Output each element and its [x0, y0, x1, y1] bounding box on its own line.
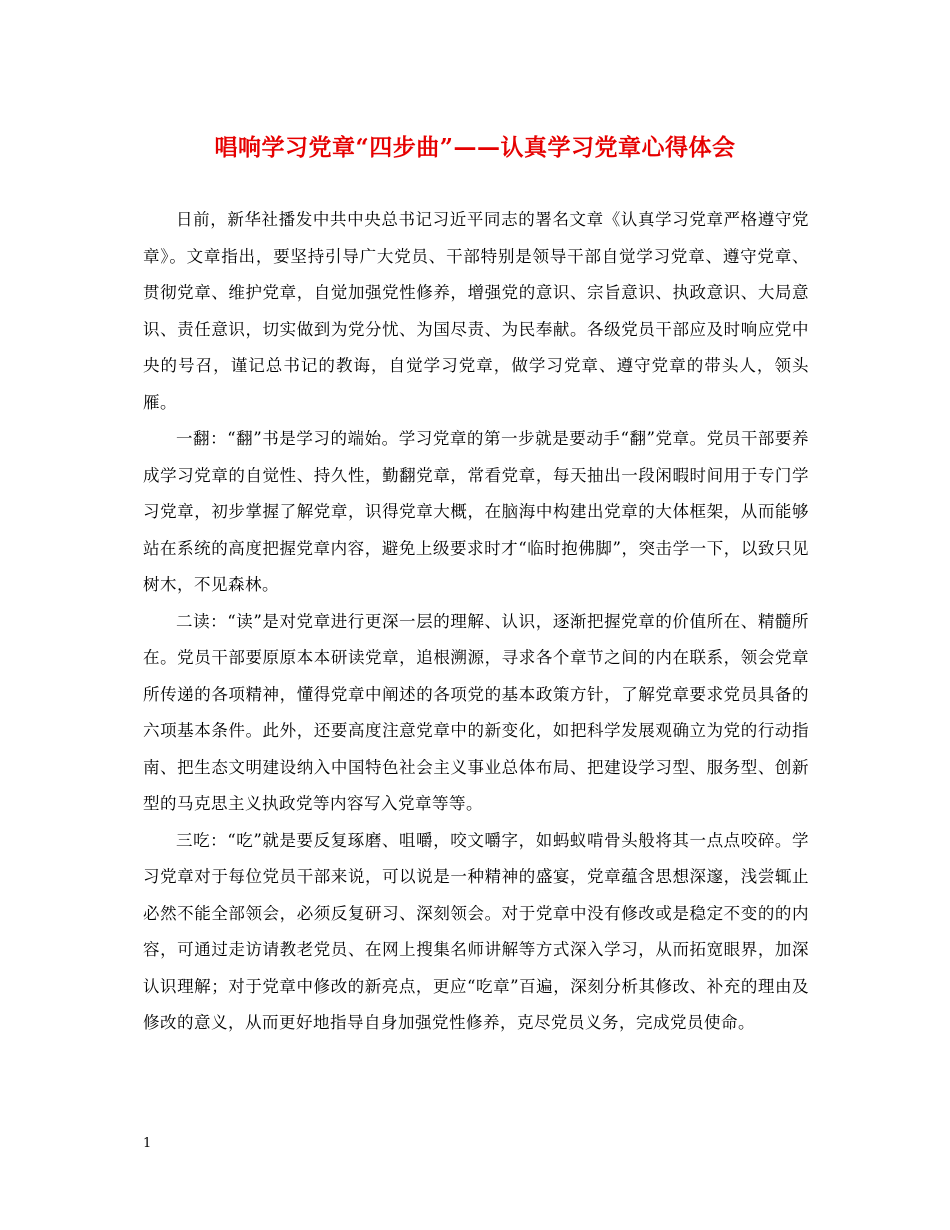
page-number: 1	[143, 1136, 152, 1151]
paragraph-step-three-chi: 三吃：“吃”就是要反复琢磨、咀嚼，咬文嚼字，如蚂蚁啃骨头般将其一点点咬碎。学习党章对于每位党员干部来说，可以说是一种精神的盛宴，党章蕴含思想深邃，浅尝辄止必然不能全部领会，必须反复研习、深刻领会。对于党章中没有修改或是稳定不变的的内容，可通过走访请教老党员、在网上搜集名师讲解等方式深入学习，从而拓宽眼界，加深认识理解；对于党章中修改的新亮点，更应“吃章”百遍，深刻分析其修改、补充的理由及修改的意义，从而更好地指导自身加强党性修养，克尽党员义务，完成党员使命。	[143, 830, 809, 1032]
paragraph-intro: 日前，新华社播发中共中央总书记习近平同志的署名文章《认真学习党章严格遵守党章》。文章指出，要坚持引导广大党员、干部特别是领导干部自觉学习党章、遵守党章、贯彻党章、维护党章，自觉加强党性修养，增强党的意识、宗旨意识、执政意识、大局意识、责任意识，切实做到为党分忧、为国尽责、为民奉献。各级党员干部应及时响应党中央的号召，谨记总书记的教诲，自觉学习党章，做学习党章、遵守党章的带头人，领头雁。	[143, 210, 809, 412]
document-body	[143, 202, 809, 1042]
paragraph-step-one-fan: 一翻：“翻”书是学习的端始。学习党章的第一步就是要动手“翻”党章。党员干部要养成学习党章的自觉性、持久性，勤翻党章，常看党章，每天抽出一段闲暇时间用于专门学习党章，初步掌握了解党章，识得党章大概，在脑海中构建出党章的大体框架，从而能够站在系统的高度把握党章内容，避免上级要求时才“临时抱佛脚”，突击学一下，以致只见树木，不见森林。	[143, 429, 809, 594]
document-title: 唱响学习党章“四步曲”——认真学习党章心得体会	[214, 134, 736, 161]
paragraph-step-two-du: 二读：“读”是对党章进行更深一层的理解、认识，逐渐把握党章的价值所在、精髓所在。党员干部要原原本本研读党章，追根溯源，寻求各个章节之间的内在联系，领会党章所传递的各项精神，懂得党章中阐述的各项党的基本政策方针，了解党章要求党员具备的六项基本条件。此外，还要高度注意党章中的新变化，如把科学发展观确立为党的行动指南、把生态文明建设纳入中国特色社会主义事业总体布局、把建设学习型、服务型、创新型的马克思主义执政党等内容写入党章等等。	[143, 611, 809, 813]
